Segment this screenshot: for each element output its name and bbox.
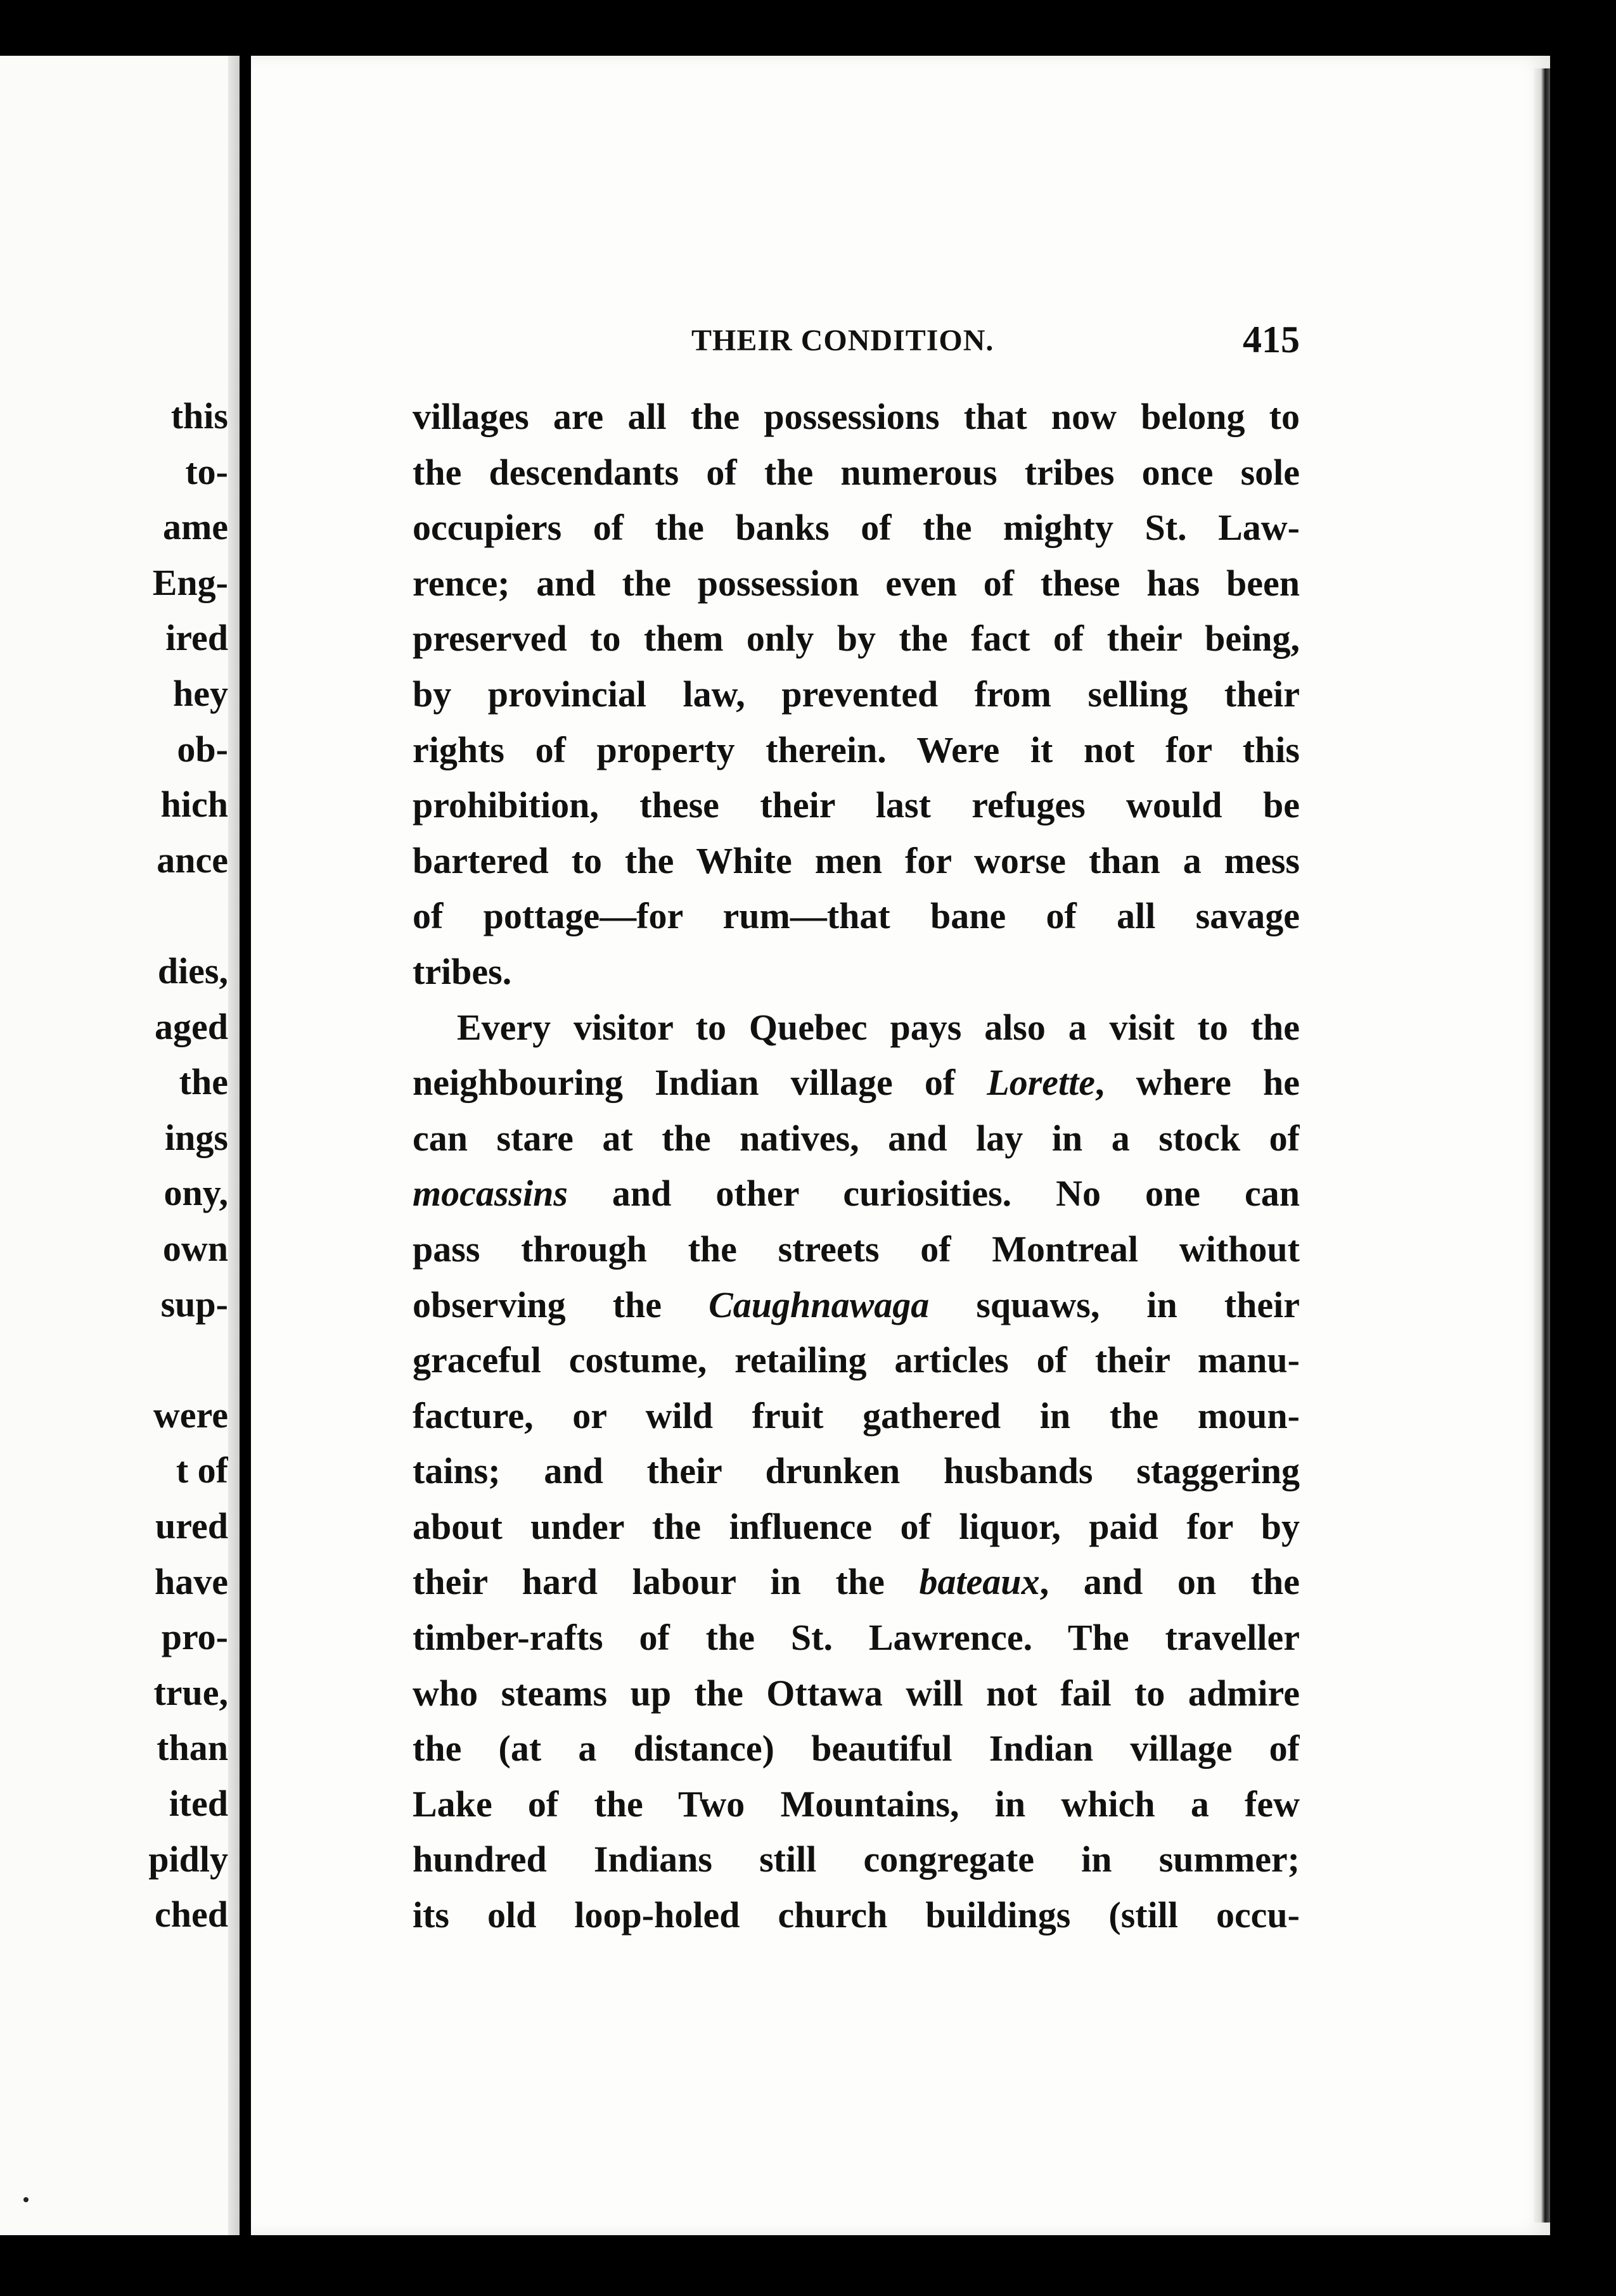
previous-page-line-fragment: ance — [157, 839, 228, 881]
previous-page-line-fragment: true, — [153, 1671, 228, 1713]
previous-page-line-fragment: than — [157, 1727, 228, 1769]
previous-page-line-fragment: were — [153, 1394, 228, 1436]
body-line: rence; and the possession even of these has been — [413, 562, 1300, 604]
page-number: 415 — [1243, 319, 1300, 360]
previous-page-line-fragment: ited — [169, 1783, 228, 1824]
previous-page-line-fragment: this — [170, 395, 228, 437]
body-line: hundred Indians still congregate in summer; — [413, 1839, 1300, 1880]
body-line: Every visitor to Quebec pays also a visit to the — [457, 1006, 1300, 1048]
previous-page — [0, 56, 240, 2235]
previous-page-line-fragment: pidly — [148, 1838, 228, 1880]
previous-page-line-fragment: ured — [155, 1505, 228, 1547]
previous-page-line-fragment: ched — [155, 1894, 228, 1936]
page-edge — [1534, 68, 1550, 2223]
body-line: about under the influence of liquor, paid for by — [413, 1505, 1300, 1547]
body-line: facture, or wild fruit gathered in the moun- — [413, 1394, 1300, 1436]
body-line: pass through the streets of Montreal without — [413, 1228, 1300, 1270]
body-line: the (at a distance) beautiful Indian village of — [413, 1728, 1300, 1770]
previous-page-line-fragment: own — [162, 1228, 228, 1269]
previous-page-line-fragment: pro- — [161, 1616, 228, 1658]
previous-page-line-fragment: ony, — [164, 1172, 228, 1214]
previous-page-line-fragment: aged — [155, 1005, 228, 1047]
body-line: neighbouring Indian village of Lorette, where he — [413, 1062, 1300, 1104]
body-line: their hard labour in the bateaux, and on the — [413, 1561, 1300, 1603]
body-line: occupiers of the banks of the mighty St. Law- — [413, 507, 1300, 549]
previous-page-line-fragment: dies, — [157, 950, 228, 992]
previous-page-line-fragment: ame — [162, 506, 228, 548]
body-text — [413, 389, 1300, 1943]
body-line: preserved to them only by the fact of their being, — [413, 618, 1300, 660]
previous-page-line-fragment: ired — [165, 617, 228, 659]
running-head-title: THEIR CONDITION. — [691, 324, 994, 357]
body-line: can stare at the natives, and lay in a stock of — [413, 1117, 1300, 1159]
previous-page-line-fragment: ings — [165, 1116, 228, 1158]
body-line: timber-rafts of the St. Lawrence. The traveller — [413, 1617, 1300, 1659]
previous-page-line-fragment: have — [155, 1560, 228, 1602]
body-line: bartered to the White men for worse than a mess — [413, 839, 1300, 881]
running-head — [413, 319, 1300, 361]
previous-page-line-fragment: ob- — [177, 728, 228, 770]
body-line: tribes. — [413, 950, 512, 992]
body-line: graceful costume, retailing articles of their manu- — [413, 1339, 1300, 1381]
body-line: tains; and their drunken husbands staggering — [413, 1450, 1300, 1492]
previous-page-line-fragment: the — [179, 1061, 228, 1103]
body-line: who steams up the Ottawa will not fail to admire — [413, 1672, 1300, 1714]
previous-page-line-fragment: to- — [185, 450, 228, 492]
ink-speck — [23, 2197, 29, 2202]
body-line: villages are all the possessions that now belong to — [413, 396, 1300, 437]
previous-page-line-fragment: sup- — [160, 1283, 228, 1325]
previous-page-line-fragment: t of — [176, 1450, 228, 1491]
body-line: Lake of the Two Mountains, in which a few — [413, 1783, 1300, 1825]
body-line: mocassins and other curiosities. No one can — [413, 1173, 1300, 1215]
body-line: the descendants of the numerous tribes once sole — [413, 451, 1300, 493]
previous-page-line-fragment: hich — [160, 784, 228, 826]
body-line: prohibition, these their last refuges would be — [413, 784, 1300, 826]
body-line: its old loop-holed church buildings (still occu- — [413, 1894, 1300, 1936]
page-gap — [240, 0, 251, 2296]
previous-page-line-fragment: Eng- — [152, 561, 228, 603]
body-line: of pottage—for rum—that bane of all savage — [413, 895, 1300, 937]
body-line: rights of property therein. Were it not for this — [413, 729, 1300, 770]
body-line: by provincial law, prevented from selling their — [413, 673, 1300, 715]
previous-page-line-fragment: hey — [173, 673, 228, 714]
body-line: observing the Caughnawaga squaws, in their — [413, 1284, 1300, 1325]
page-gutter — [228, 56, 240, 2235]
